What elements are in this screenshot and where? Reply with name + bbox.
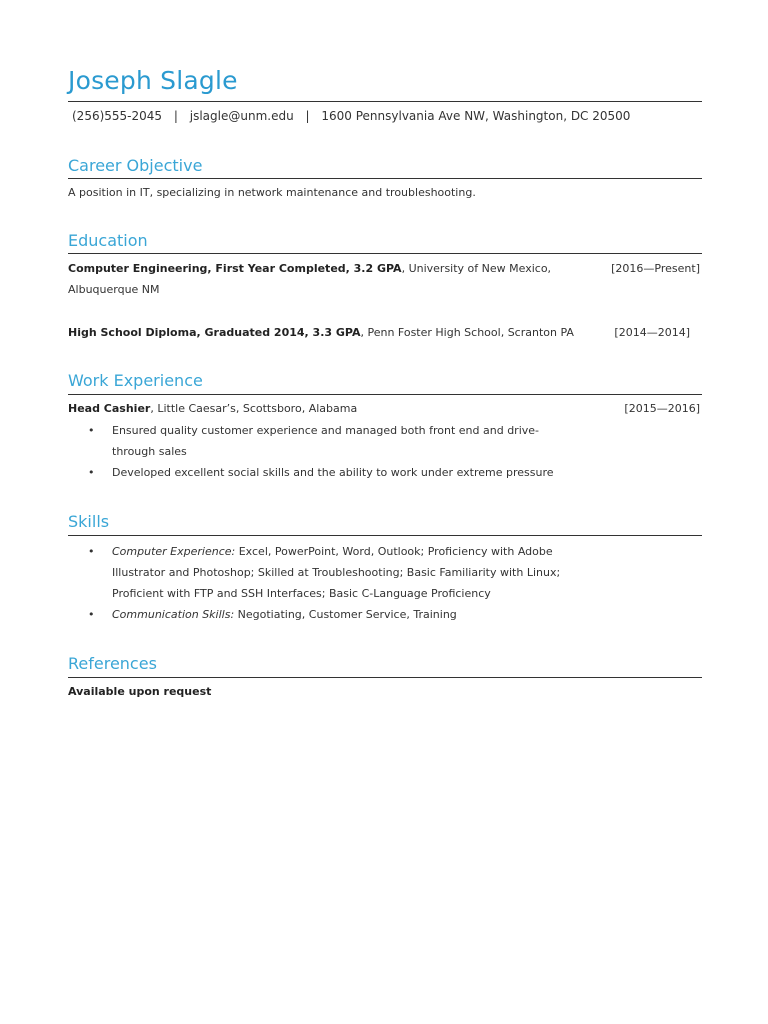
contact-separator: |: [305, 109, 310, 123]
list-item: • Ensured quality customer experience and managed both front end and drive- through sales: [88, 420, 554, 462]
section-heading-references: References: [68, 654, 157, 673]
career-objective-text: A position in IT, specializing in network maintenance and troubleshooting.: [68, 186, 476, 199]
section-divider: [68, 178, 702, 179]
resume-name: Joseph Slagle: [68, 66, 238, 95]
list-item: • Computer Experience: Excel, PowerPoint, Word, Outlook; Proficiency with Adobe Illustrator and Photoshop; Skilled at Troubleshooting; Basic Familiarity with Linux; Proficient with FTP and SSH Interfaces; Basic C-Language Proficiency: [88, 541, 560, 604]
skills-list: [88, 541, 560, 625]
education-dates: [2016—Present]: [611, 262, 700, 275]
section-divider: [68, 535, 702, 536]
section-heading-work-experience: Work Experience: [68, 371, 203, 390]
education-school: , University of New Mexico,: [401, 262, 552, 275]
list-item: • Communication Skills: Negotiating, Customer Service, Training: [88, 604, 560, 625]
education-dates: [2014—2014]: [614, 326, 690, 339]
bullet-glyph: •: [88, 466, 95, 479]
header-divider: [68, 101, 702, 102]
section-heading-career-objective: Career Objective: [68, 156, 203, 175]
work-position: Head Cashier: [68, 402, 151, 415]
references-text: Available upon request: [68, 685, 212, 698]
education-entry: [68, 258, 551, 300]
section-heading-skills: Skills: [68, 512, 110, 531]
education-degree: Computer Engineering, First Year Completed, 3.2 GPA: [68, 262, 402, 275]
work-entry: [68, 398, 357, 419]
bullet-glyph: •: [88, 545, 95, 558]
list-item: • Developed excellent social skills and the ability to work under extreme pressure: [88, 462, 554, 483]
bullet-glyph: •: [88, 424, 95, 437]
section-divider: [68, 253, 702, 254]
work-dates: [2015—2016]: [624, 402, 700, 415]
education-location: Albuquerque NM: [68, 283, 160, 296]
contact-address: 1600 Pennsylvania Ave NW, Washington, DC 20500: [321, 109, 631, 123]
contact-phone: (256)555-2045: [72, 109, 163, 123]
section-divider: [68, 677, 702, 678]
contact-separator: |: [173, 109, 178, 123]
skill-label: Computer Experience:: [112, 545, 236, 558]
work-bullets: [88, 420, 554, 483]
education-entry: [68, 322, 574, 343]
bullet-glyph: •: [88, 608, 95, 621]
section-heading-education: Education: [68, 231, 148, 250]
education-school: , Penn Foster High School, Scranton PA: [360, 326, 574, 339]
skill-label: Communication Skills:: [112, 608, 235, 621]
section-divider: [68, 394, 702, 395]
contact-line: [72, 109, 630, 123]
education-degree: High School Diploma, Graduated 2014, 3.3 GPA: [68, 326, 361, 339]
contact-email: jslagle@unm.edu: [189, 109, 294, 123]
work-employer: , Little Caesar’s, Scottsboro, Alabama: [150, 402, 358, 415]
